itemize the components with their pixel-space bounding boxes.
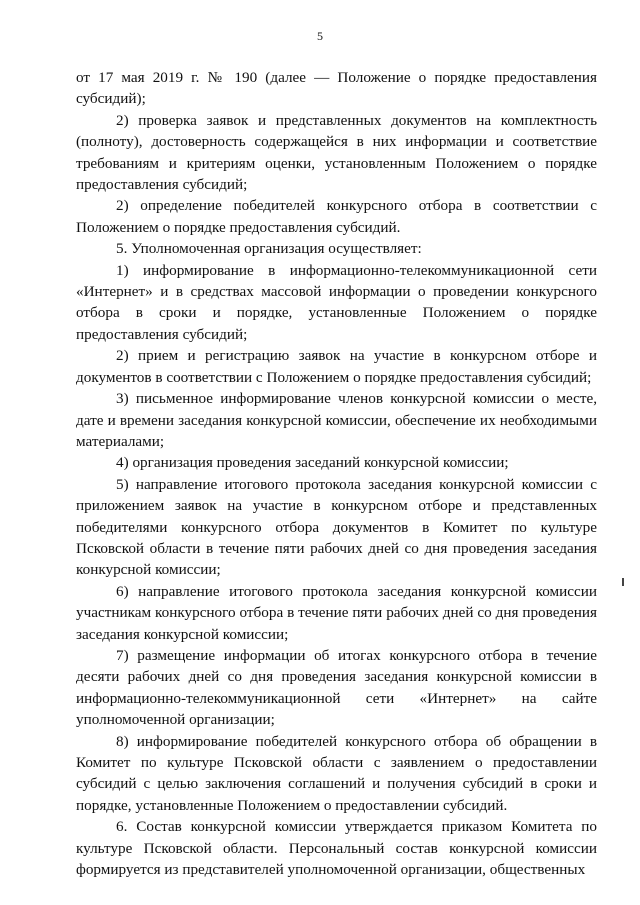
paragraph-item-inform-winners: 8) информирование победителей конкурсного отбора об обращении в Комитет по культуре Псковской области с заявлением о предоставлении субсидий с целью заключения соглашений и получения субсидий в сроки и порядке, установленные Положением о предоставлении субсидий. (76, 732, 597, 814)
paragraph-item-determine-winners: 2) определение победителей конкурсного отбора в соответствии с Положением о порядке предоставления субсидий. (76, 197, 597, 236)
paragraph-item-send-protocol-participants: 6) направление итогового протокола заседания конкурсной комиссии участникам конкурсного отбора в течение пяти рабочих дней со дня проведения заседания конкурсной комиссии; (76, 582, 597, 643)
paragraph-item-reception: 2) прием и регистрацию заявок на участие в конкурсном отборе и документов в соответствии с Положением о порядке предоставления субсидий; (76, 347, 597, 386)
paragraph-item-check-applications: 2) проверка заявок и представленных документов на комплектность (полноту), достоверность содержащейся в них информации и соответствие требованиям и критериям оценки, установленным Положением о порядке предоставления субсидий; (76, 111, 597, 194)
paragraph-item-send-protocol-committee: 5) направление итогового протокола заседания конкурсной комиссии с приложением заявок на участие в конкурсном отборе и представленных победителями конкурсного отбора документов в Комитет по культуре Псковской области в течение пяти рабочих дней со дня проведения заседания конкурсной комиссии; (76, 475, 597, 579)
page-number: 5 (317, 29, 323, 43)
paragraph-item-written-notice: 3) письменное информирование членов конкурсной комиссии о месте, дате и времени заседания конкурсной комиссии, обеспечение их необходимыми материалами; (76, 390, 597, 450)
paragraph-item-informing: 1) информирование в информационно-телекоммуникационной сети «Интернет» и в средствах массовой информации о проведении конкурсного отбора в сроки и порядке, установленные Положением о порядке предоставления субсидий; (76, 261, 597, 343)
paragraph-item-organize-meetings: 4) организация проведения заседаний конкурсной комиссии; (116, 454, 509, 472)
paragraph-section-5-heading: 5. Уполномоченная организация осуществляет: (116, 240, 422, 258)
paragraph-section-6: 6. Состав конкурсной комиссии утверждается приказом Комитета по культуре Псковской области. Персональный состав конкурсной комиссии формируется из представителей уполномоченной организации, общественных (76, 818, 597, 879)
scan-margin-mark (622, 578, 624, 586)
paragraph-item-publish-results: 7) размещение информации об итогах конкурсного отбора в течение десяти рабочих дней со дня проведения заседания конкурсной комиссии в информационно-телекоммуникационной сети «Интернет» на сайте уполномоченной организации; (76, 646, 597, 729)
paragraph-continuation: от 17 мая 2019 г. № 190 (далее — Положение о порядке предоставления субсидий); (76, 69, 597, 108)
document-body (76, 67, 597, 880)
